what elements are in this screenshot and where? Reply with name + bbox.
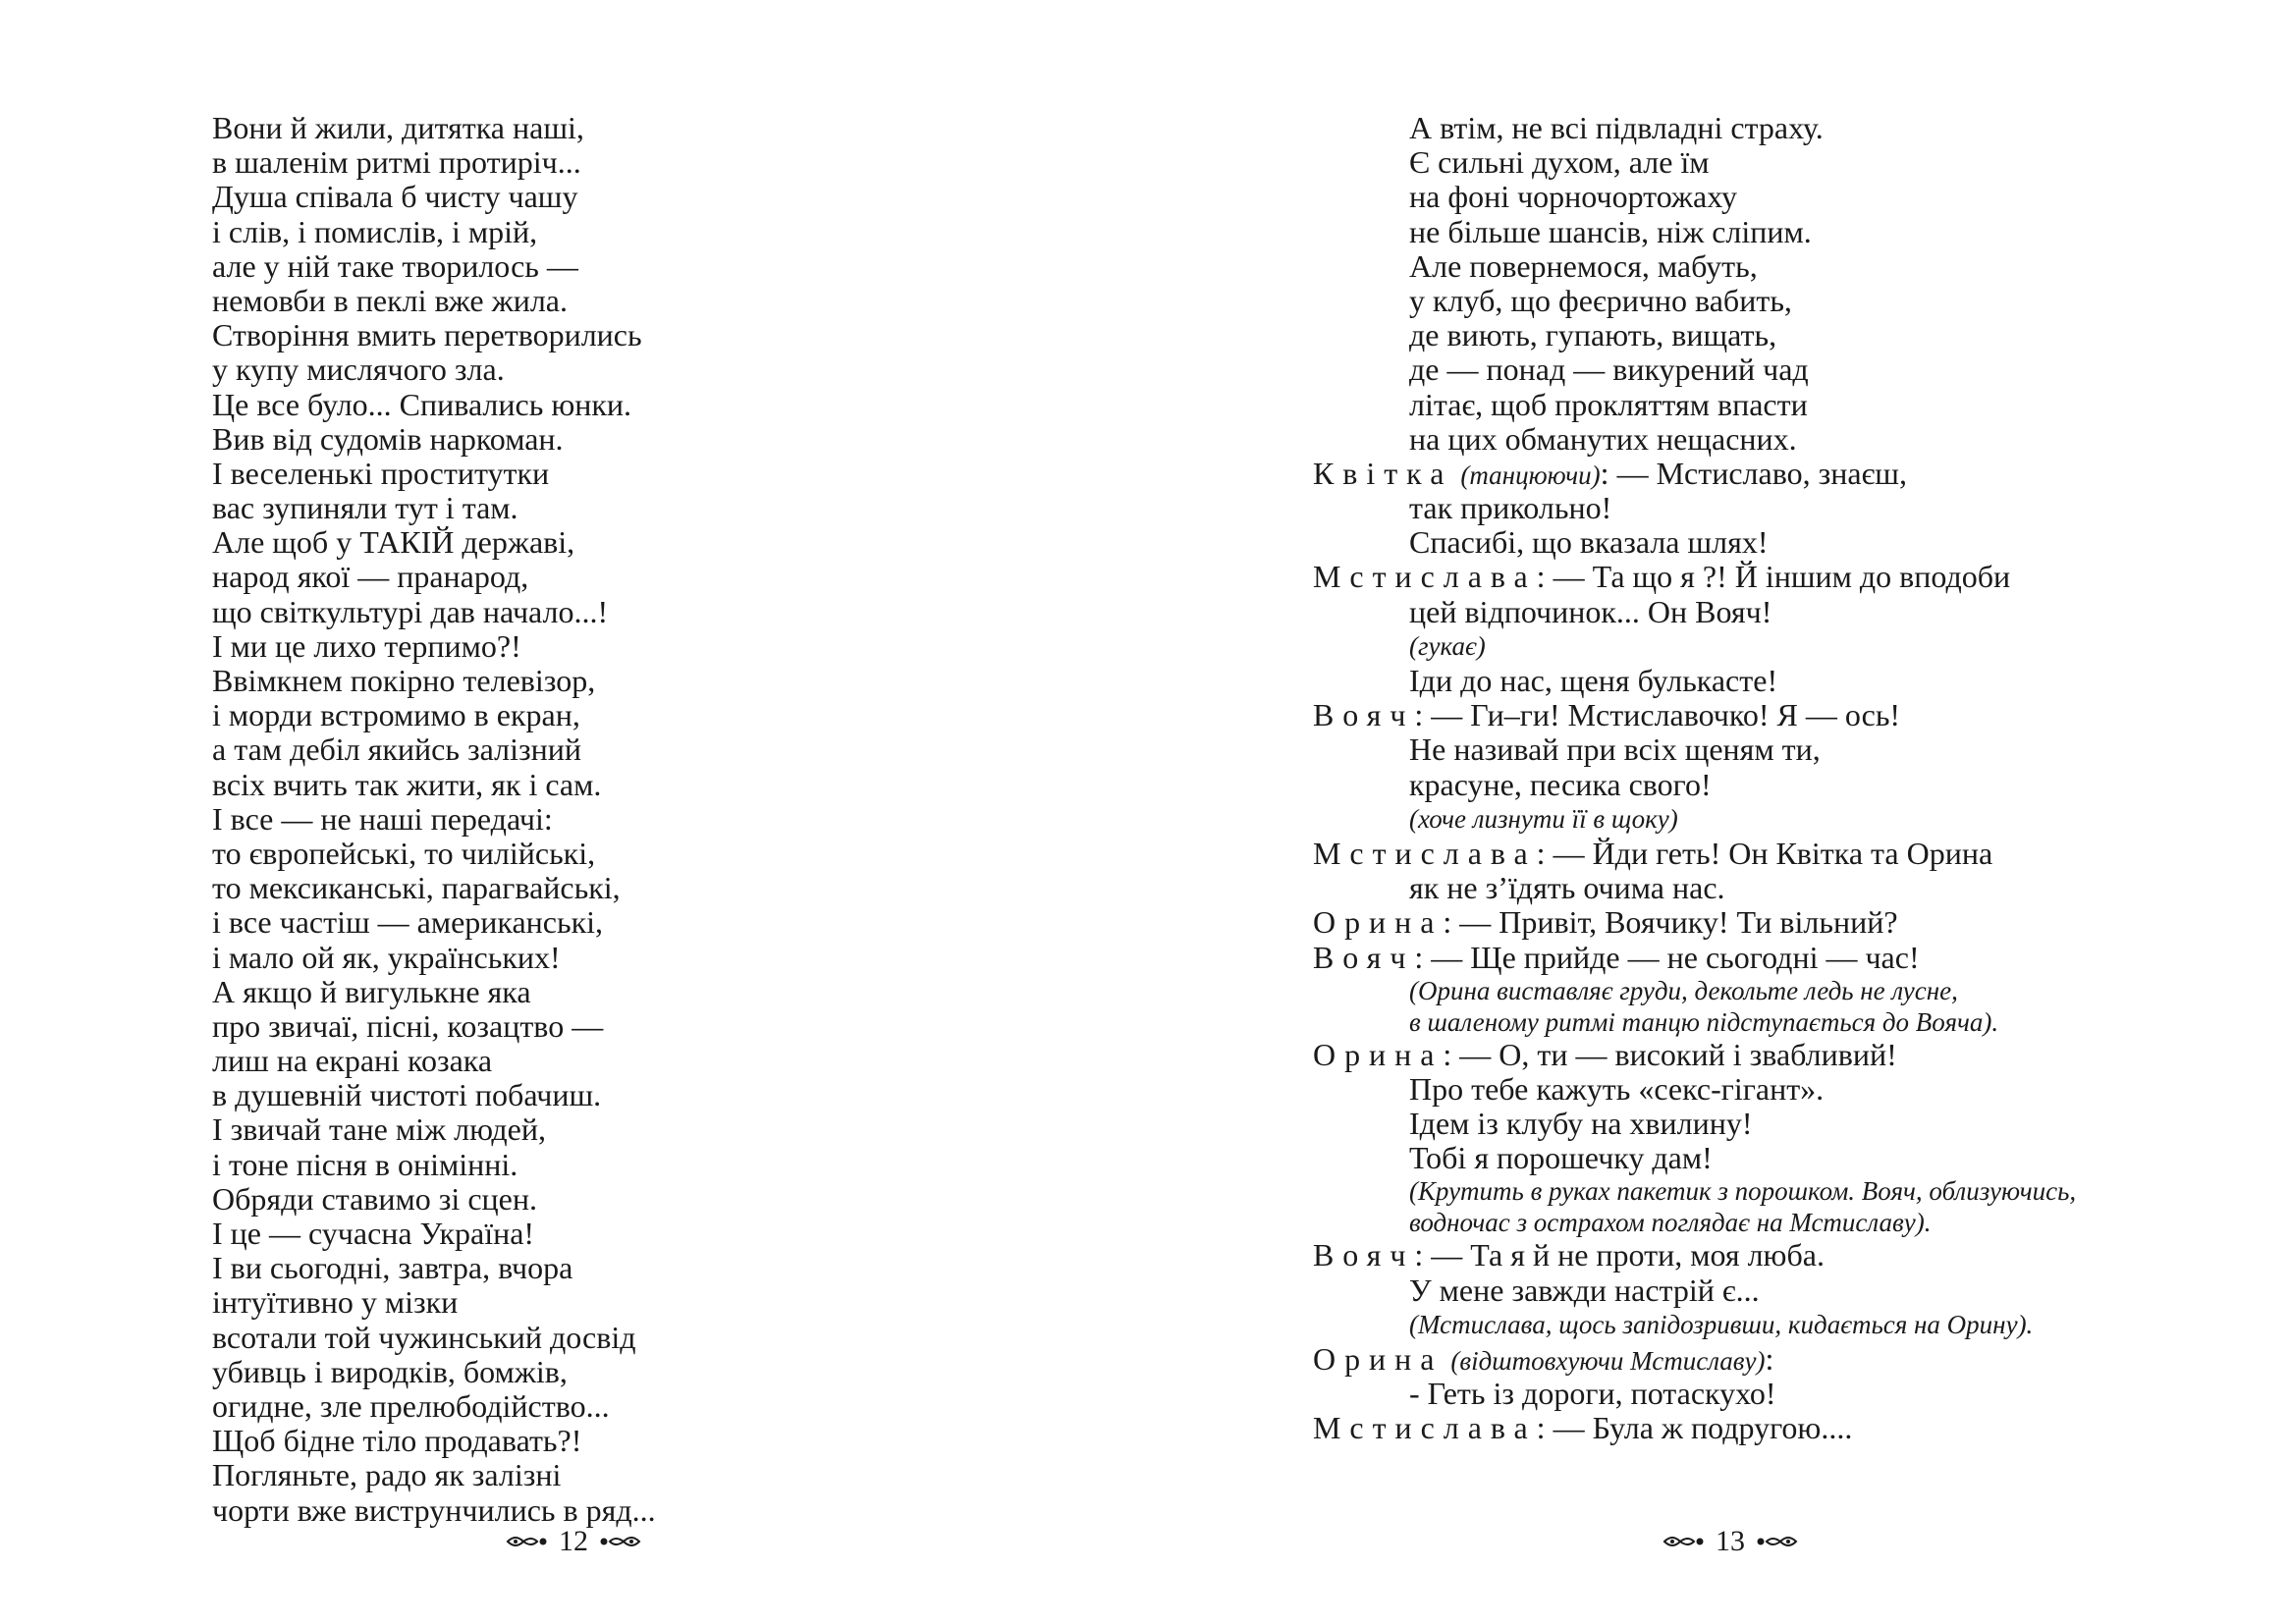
verse-line: І звичай тане між людей, <box>212 1111 546 1148</box>
stage-direction: (Мстислава, щось запідозривши, кидається на Орину). <box>1409 1309 2034 1339</box>
verse-line: але у ній таке творилось — <box>212 247 578 284</box>
dialogue-line <box>1313 1038 2076 1072</box>
verse-line: огидне, зле прелюбодійство... <box>212 1387 610 1424</box>
verse-line: немовби в пеклі вже жила. <box>212 282 568 318</box>
dialogue-line <box>1313 457 2076 491</box>
stage-direction: водночас з острахом поглядає на Мстиславу). <box>1409 1208 1932 1238</box>
dialogue-line <box>1313 1342 2076 1377</box>
speaker-name: Вояч <box>1313 697 1415 733</box>
verse-line: Вив від судомів наркоман. <box>212 420 564 457</box>
verse-line: І все — не наші передачі: <box>212 800 553 837</box>
speaker-name: Квітка <box>1313 455 1453 491</box>
verse-line: Але щоб у ТАКІЙ державі, <box>212 524 575 561</box>
verse-line: І ми це лихо терпимо?! <box>212 627 521 664</box>
speaker-name: Орина <box>1313 904 1444 941</box>
verse-line: І ви сьогодні, завтра, вчора <box>212 1250 573 1286</box>
ornament-left-icon <box>1662 1531 1706 1552</box>
verse-line: літає, щоб прокляттям впасти <box>1409 386 1808 422</box>
right-page <box>1144 0 2289 1624</box>
verse-line: Погляньте, радо як залізні <box>212 1457 562 1493</box>
ornament-left-icon <box>506 1531 549 1552</box>
stage-direction: в шаленому ритмі танцю підступається до Вояча). <box>1409 1006 1999 1037</box>
verse-line: не більше шансів, ніж сліпим. <box>1409 213 1812 249</box>
verse-line: Вони й жили, дитятка наші, <box>212 110 584 145</box>
dialogue-line <box>1313 1411 2076 1445</box>
speaker-name: Мстислава <box>1313 835 1537 871</box>
verse-line: красуне, песика свого! <box>1409 766 1712 802</box>
speaker-name: Орина <box>1313 1341 1444 1377</box>
page-number: 12 <box>559 1525 588 1557</box>
verse-line: Тобі я порошечку дам! <box>1409 1140 1713 1176</box>
speaker-name: Вояч <box>1313 939 1415 975</box>
verse-line: Але повернемося, мабуть, <box>1409 247 1758 284</box>
verse-line: і тоне пісня в онімінні. <box>212 1146 518 1182</box>
verse-line: Душа співала б чисту чашу <box>212 179 578 215</box>
dialogue-text: : — Мстиславо, знаєш, <box>1600 455 1907 491</box>
dialogue-text: : — Ги–ги! Мстиславочко! Я — ось! <box>1414 697 1901 733</box>
ornament-right-icon <box>598 1531 641 1552</box>
dialogue-text: : — Та що я ?! Й іншим до вподоби <box>1536 559 2011 595</box>
verse-line: убивць і виродків, бомжів, <box>212 1353 568 1389</box>
verse-line: так прикольно! <box>1409 490 1612 526</box>
verse-line: Спасибі, що вказала шлях! <box>1409 524 1769 561</box>
speaker-name: Вояч <box>1313 1237 1415 1273</box>
page-number: 13 <box>1716 1525 1745 1557</box>
verse-line: вас зупиняли тут і там. <box>212 490 518 526</box>
verse-line: Не називай при всіх щеням ти, <box>1409 731 1821 768</box>
dialogue-line <box>1313 1238 2076 1272</box>
verse-line: інтуїтивно у мізки <box>212 1284 459 1321</box>
verse-line: Про тебе кажуть «секс-гігант». <box>1409 1070 1825 1107</box>
dialogue-line <box>1313 941 2076 975</box>
verse-line: Це все було... Спивались юнки. <box>212 386 632 422</box>
dialogue-text: : — Та я й не проти, моя люба. <box>1414 1237 1825 1273</box>
verse-line: - Геть із дороги, потаскухо! <box>1409 1376 1776 1412</box>
dialogue-line <box>1313 905 2076 940</box>
stage-direction: (гукає) <box>1409 630 1486 661</box>
verse-line: в душевній чистоті побачиш. <box>212 1077 602 1113</box>
verse-line: то європейські, то чилійські, <box>212 835 596 871</box>
verse-line: чорти вже виструнчились в ряд... <box>212 1491 656 1528</box>
verse-line: що світкультурі дав начало...! <box>212 593 609 629</box>
verse-line: У мене завжди настрій є... <box>1409 1272 1760 1308</box>
verse-line: у купу мислячого зла. <box>212 352 505 388</box>
verse-line: всотали той чужинський досвід <box>212 1319 636 1355</box>
dialogue-text: : — Привіт, Воячику! Ти вільний? <box>1443 904 1898 941</box>
verse-line: І веселенькі проститутки <box>212 455 550 491</box>
verse-line: де — понад — викурений чад <box>1409 352 1809 388</box>
dialogue-line <box>1313 698 2076 732</box>
stage-direction: (відштовхуючи Мстиславу) <box>1450 1346 1766 1376</box>
verse-line: де виють, гупають, вищать, <box>1409 317 1777 353</box>
dialogue-text: : — Була ж подругою.... <box>1536 1410 1853 1446</box>
verse-line: то мексиканські, парагвайські, <box>212 870 621 906</box>
verse-line: в шаленім ритмі протиріч... <box>212 144 581 181</box>
verse-line: Ввімкнем покірно телевізор, <box>212 663 596 698</box>
verse-line: А якщо й вигулькне яка <box>212 973 531 1009</box>
verse-line: Іди до нас, щеня булькасте! <box>1409 663 1778 698</box>
verse-line: а там дебіл якийсь залізний <box>212 731 581 768</box>
verse-line: і слів, і помислів, і мрій, <box>212 213 538 249</box>
stage-direction: (Орина виставляє груди, декольте ледь не лусне, <box>1409 975 1958 1005</box>
verse-line: народ якої — пранарод, <box>212 559 529 595</box>
verse-line: про звичаї, пісні, козацтво — <box>212 1007 604 1044</box>
stage-direction: (хоче лизнути її в щоку) <box>1409 803 1678 834</box>
verse-line: лиш на екрані козака <box>212 1043 493 1079</box>
dialogue-text: : — О, ти — високий і звабливий! <box>1443 1036 1897 1072</box>
verse-line: і мало ой як, українських! <box>212 939 561 975</box>
verse-line: Ідем із клубу на хвилину! <box>1409 1106 1753 1142</box>
verse-line: і все частіш — американські, <box>212 904 604 941</box>
stage-direction: (танцюючи) <box>1460 460 1601 490</box>
dialogue-line <box>1313 560 2076 594</box>
verse-line: цей відпочинок... Он Вояч! <box>1409 593 1772 629</box>
verse-line: Щоб бідне тіло продавать?! <box>212 1423 582 1459</box>
right-page-dialogue <box>1313 111 2076 1446</box>
verse-line: як не з’їдять очима нас. <box>1409 870 1725 906</box>
dialogue-text: : — Ще прийде — не сьогодні — час! <box>1414 939 1920 975</box>
verse-line: всіх вчить так жити, як і сам. <box>212 766 602 802</box>
stage-direction: (Крутить в руках пакетик з порошком. Вояч, облизуючись, <box>1409 1176 2077 1207</box>
left-page <box>0 0 1144 1624</box>
verse-line: і морди встромимо в екран, <box>212 697 580 733</box>
verse-line: на цих обманутих нещасних. <box>1409 420 1797 457</box>
dialogue-text: : — Йди геть! Он Квітка та Орина <box>1536 835 1993 871</box>
left-page-folio <box>506 1522 641 1561</box>
verse-line: Є сильні духом, але їм <box>1409 144 1710 181</box>
speaker-name: Орина <box>1313 1036 1444 1072</box>
speaker-name: Мстислава <box>1313 1410 1537 1446</box>
ornament-right-icon <box>1755 1531 1798 1552</box>
speaker-name: Мстислава <box>1313 559 1537 595</box>
verse-line: на фоні чорночортожаху <box>1409 179 1737 215</box>
dialogue-line <box>1313 837 2076 871</box>
verse-line: Створіння вмить перетворились <box>212 317 642 353</box>
verse-line: Обряди ставимо зі сцен. <box>212 1180 537 1217</box>
right-page-folio <box>1662 1522 1798 1561</box>
dialogue-text: : <box>1765 1341 1774 1377</box>
left-page-verse <box>212 111 656 1528</box>
verse-line: І це — сучасна Україна! <box>212 1216 535 1251</box>
verse-line: А втім, не всі підвладні страху. <box>1409 110 1824 145</box>
verse-line: у клуб, що феєрично вабить, <box>1409 282 1792 318</box>
